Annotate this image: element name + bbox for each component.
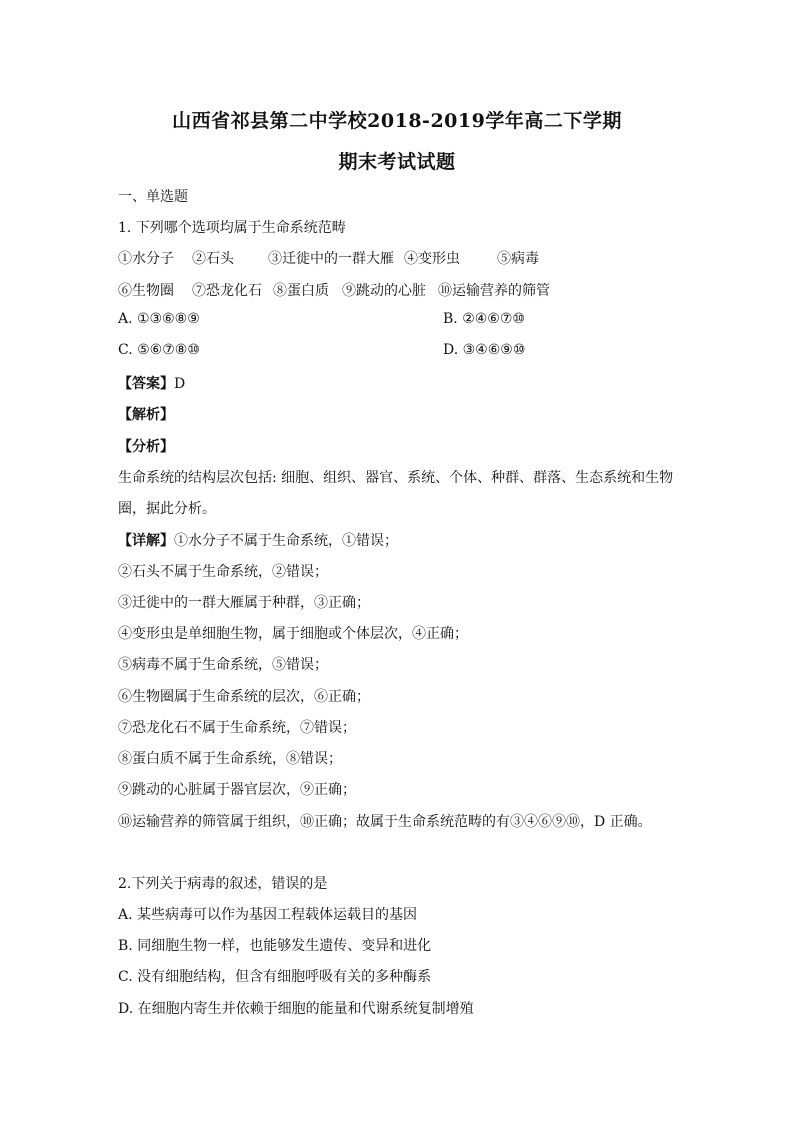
q1-item: ⑩运输营养的筛管 xyxy=(438,283,550,299)
answer-label: 【答案】 xyxy=(118,376,174,392)
detail-line xyxy=(118,530,398,550)
detail-text: ⑩运输营养的筛管属于组织，⑩正确；故属于生命系统范畴的有③④⑥⑨⑩，D 正确。 xyxy=(118,814,652,830)
q1-item: ③迁徙中的一群大雁 xyxy=(268,251,394,267)
q1-option-d: D. ③④⑥⑨⑩ xyxy=(443,342,526,358)
detail-text: ③迁徙中的一群大雁属于种群，③正确； xyxy=(118,595,370,611)
detail-text: ⑦恐龙化石不属于生命系统，⑦错误； xyxy=(118,720,356,736)
detail-text: ⑨跳动的心脏属于器官层次，⑨正确； xyxy=(118,782,356,798)
detail-text: ⑤病毒不属于生命系统，⑤错误； xyxy=(118,657,328,673)
question-1-stem: 1. 下列哪个选项均属于生命系统范畴 xyxy=(118,220,346,236)
question-2-stem: 2.下列关于病毒的叙述，错误的是 xyxy=(118,876,328,892)
detail-text: ⑥生物圈属于生命系统的层次，⑥正确； xyxy=(118,689,370,705)
detail-label: 【详解】 xyxy=(118,533,174,549)
q1-option-b: B. ②④⑥⑦⑩ xyxy=(443,311,525,327)
q2-option-b: B. 同细胞生物一样，也能够发生遗传、变异和进化 xyxy=(118,938,432,954)
q1-item: ②石头 xyxy=(192,251,234,267)
detail-text: ④变形虫是单细胞生物，属于细胞或个体层次，④正确； xyxy=(118,626,468,642)
q1-item: ⑧蛋白质 xyxy=(273,283,329,299)
fenxi-label: 【分析】 xyxy=(118,439,174,455)
q2-option-d: D. 在细胞内寄生并依赖于细胞的能量和代谢系统复制增殖 xyxy=(118,1001,474,1017)
page-subtitle: 期末考试试题 xyxy=(338,151,456,173)
q1-item: ⑤病毒 xyxy=(497,251,539,267)
q1-item: ⑨跳动的心脏 xyxy=(342,283,426,299)
q1-option-a: A. ①③⑥⑧⑨ xyxy=(118,311,200,327)
jiexi-label: 【解析】 xyxy=(118,407,174,423)
answer-line xyxy=(118,373,185,393)
q1-item: ⑦恐龙化石 xyxy=(192,283,262,299)
analysis-text: 生命系统的结构层次包括: 细胞、组织、器官、系统、个体、种群、群落、生态系统和生物 xyxy=(118,470,674,486)
q1-item: ④变形虫 xyxy=(404,251,460,267)
q2-option-c: C. 没有细胞结构，但含有细胞呼吸有关的多种酶系 xyxy=(118,969,432,985)
q1-item: ⑥生物圈 xyxy=(118,283,174,299)
detail-text: ⑧蛋白质不属于生命系统，⑧错误； xyxy=(118,751,342,767)
section-heading: 一、单选题 xyxy=(118,189,188,205)
q2-option-a: A. 某些病毒可以作为基因工程载体运载目的基因 xyxy=(118,907,418,923)
detail-text: ②石头不属于生命系统，②错误； xyxy=(118,564,328,580)
page-title: 山西省祁县第二中学校2018-2019学年高二下学期 xyxy=(172,110,622,132)
q1-item: ①水分子 xyxy=(118,251,174,267)
detail-text: ①水分子不属于生命系统，①错误； xyxy=(174,533,398,549)
answer-value: D xyxy=(174,376,186,392)
q1-option-c: C. ⑤⑥⑦⑧⑩ xyxy=(118,342,200,358)
analysis-text: 圈，据此分析。 xyxy=(118,501,216,517)
